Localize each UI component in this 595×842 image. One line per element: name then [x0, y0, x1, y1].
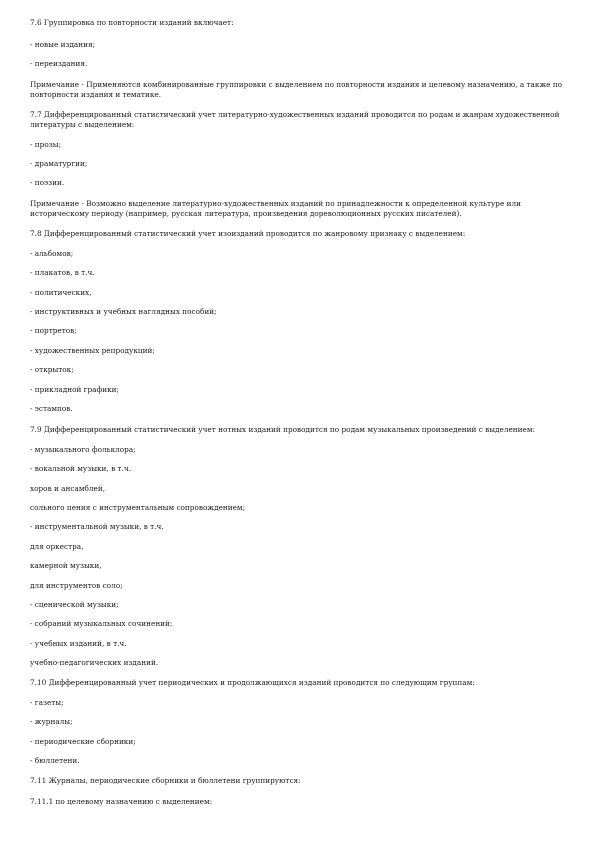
list-item: - плакатов, в т.ч.	[30, 268, 95, 277]
list-item: - учебных изданий, в т.ч.	[30, 639, 127, 648]
list-item: - инструктивных и учебных наглядных пособий;	[30, 307, 217, 316]
list-item: - собраний музыкальных сочинений;	[30, 619, 173, 628]
section-7-10-heading: 7.10 Дифференцированный учет периодических и продолжающихся изданий проводится по следующим группам:	[30, 678, 475, 687]
section-7-8-heading: 7.8 Дифференцированный статистический учет изоизданий проводится по жанровому признаку с выделением:	[30, 229, 466, 238]
list-subitem: хоров и ансамблей,	[30, 484, 106, 493]
note-paragraph-continued: повторности издания и тематике.	[30, 90, 162, 99]
list-item: - журналы;	[30, 717, 73, 726]
section-7-9-heading: 7.9 Дифференцированный статистический учет нотных изданий проводится по родам музыкальных произведений с выделением:	[30, 425, 535, 434]
list-item: - прозы;	[30, 140, 61, 149]
list-item: - сценической музыки;	[30, 600, 119, 609]
list-subitem: учебно-педагогических изданий.	[30, 658, 159, 667]
note-paragraph: Примечание - Возможно выделение литературно-художественных изданий по принадлежности к определенной культуре или	[30, 199, 521, 208]
section-7-7-heading: 7.7 Дифференцированный статистический учет литературно-художественных изданий проводится по родам и жанрам художественной	[30, 110, 560, 119]
list-item: - периодические сборники;	[30, 737, 136, 746]
section-7-6-heading: 7.6 Группировка по повторности изданий включает:	[30, 18, 234, 27]
list-subitem: для оркестра,	[30, 542, 84, 551]
list-item: - художественных репродукций;	[30, 346, 155, 355]
list-subitem: камерной музыки,	[30, 561, 102, 570]
list-item: - открыток;	[30, 365, 74, 374]
list-item: - альбомов;	[30, 249, 74, 258]
section-7-11-heading: 7.11 Журналы, периодические сборники и бюллетени группируются:	[30, 776, 301, 785]
list-item: - инструментальной музыки, в т.ч.	[30, 522, 164, 531]
list-item: - политических,	[30, 288, 92, 297]
section-7-11-1-heading: 7.11.1 по целевому назначению с выделением:	[30, 797, 213, 806]
list-item: - вокальной музыки, в т.ч.	[30, 464, 131, 473]
list-item: - портретов;	[30, 326, 77, 335]
list-item: - музыкального фольклора;	[30, 445, 136, 454]
list-item: - бюллетени.	[30, 756, 80, 765]
list-item: - газеты;	[30, 698, 64, 707]
note-paragraph: Примечание - Применяются комбинированные группировки с выделением по повторности издания и целевому назначению, а также по	[30, 80, 563, 89]
list-item: - драматургии;	[30, 159, 88, 168]
list-item: - прикладной графики;	[30, 385, 119, 394]
list-item: - эстампов.	[30, 404, 73, 413]
list-item: - поэзии.	[30, 178, 65, 187]
list-item: - новые издания;	[30, 40, 96, 49]
note-paragraph-continued: историческому периоду (например, русская литература, произведения дореволюционных русских писателей).	[30, 209, 462, 218]
list-subitem: для инструментов соло;	[30, 581, 123, 590]
list-subitem: сольного пения с инструментальным сопровождением;	[30, 503, 246, 512]
section-7-7-heading-continued: литературы с выделением:	[30, 120, 135, 129]
list-item: - переиздания.	[30, 59, 88, 68]
